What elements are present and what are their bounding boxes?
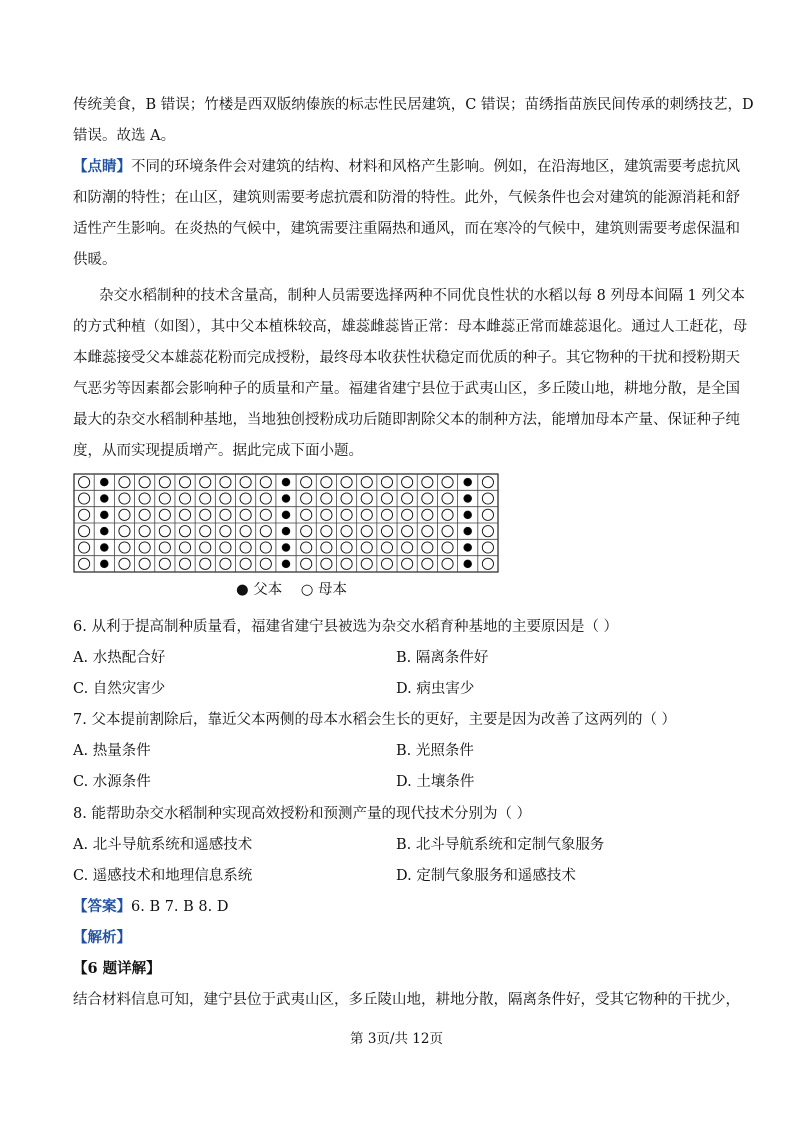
mother-plant-circle — [301, 542, 312, 553]
mother-plant-circle — [260, 493, 271, 504]
mother-plant-circle — [78, 509, 89, 520]
mother-plant-circle — [240, 542, 251, 553]
mother-plant-circle — [119, 509, 130, 520]
father-plant-dot — [282, 495, 290, 503]
mother-plant-circle — [200, 558, 211, 569]
mother-plant-circle — [482, 542, 493, 553]
mother-plant-circle — [139, 526, 150, 537]
mother-plant-circle — [200, 509, 211, 520]
paragraph-line: 传统美食，B 错误；竹楼是西双版纳傣族的标志性民居建筑，C 错误；苗绣指苗族民间传承的刺绣技艺，D — [73, 97, 754, 113]
father-dot-icon: ● — [236, 582, 249, 598]
mother-plant-circle — [200, 477, 211, 488]
mother-plant-circle — [321, 509, 332, 520]
mother-plant-circle — [220, 526, 231, 537]
mother-plant-circle — [482, 493, 493, 504]
mother-plant-circle — [422, 493, 433, 504]
mother-plant-circle — [179, 526, 190, 537]
answer-tag: 【答案】 — [73, 898, 131, 915]
mother-plant-circle — [179, 542, 190, 553]
mother-plant-circle — [260, 542, 271, 553]
mother-plant-circle — [381, 509, 392, 520]
mother-plant-circle — [139, 509, 150, 520]
father-plant-dot — [464, 478, 472, 486]
legend-father: 父本 — [253, 582, 283, 598]
mother-plant-circle — [341, 493, 352, 504]
mother-plant-circle — [341, 526, 352, 537]
father-plant-dot — [100, 495, 108, 503]
mother-plant-circle — [301, 526, 312, 537]
mother-plant-circle — [442, 493, 453, 504]
mother-plant-circle — [159, 542, 170, 553]
mother-plant-circle — [301, 477, 312, 488]
mother-plant-circle — [422, 477, 433, 488]
paragraph-line: 错误。故选 A。 — [73, 128, 176, 144]
mother-plant-circle — [240, 493, 251, 504]
option: C. 自然灾害少 — [73, 681, 166, 697]
mother-plant-circle — [442, 526, 453, 537]
mother-plant-circle — [341, 558, 352, 569]
mother-plant-circle — [321, 542, 332, 553]
analysis-tag: 【解析】 — [73, 929, 131, 946]
mother-plant-circle — [220, 493, 231, 504]
option: A. 北斗导航系统和遥感技术 — [73, 837, 253, 853]
father-plant-dot — [464, 544, 472, 552]
mother-plant-circle — [139, 542, 150, 553]
mother-plant-circle — [139, 477, 150, 488]
option: D. 土壤条件 — [396, 774, 475, 790]
mother-plant-circle — [442, 509, 453, 520]
option: B. 北斗导航系统和定制气象服务 — [396, 837, 605, 853]
option: B. 光照条件 — [396, 743, 474, 759]
material-line: 的方式种植（如图），其中父本植株较高，雄蕊雌蕊皆正常：母本雌蕊正常而雄蕊退化。通过人工赶花，母 — [73, 319, 748, 335]
mother-plant-circle — [321, 558, 332, 569]
option: C. 水源条件 — [73, 774, 151, 790]
mother-plant-circle — [220, 558, 231, 569]
father-plant-dot — [100, 511, 108, 519]
mother-plant-circle — [119, 526, 130, 537]
mother-plant-circle — [361, 558, 372, 569]
mother-plant-circle — [341, 542, 352, 553]
mother-plant-circle — [159, 526, 170, 537]
material-line: 最大的杂交水稻制种基地，当地独创授粉成功后随即割除父本的制种方法，能增加母本产量、保证种子纯 — [73, 412, 740, 428]
dianjing-line — [73, 157, 740, 177]
mother-plant-circle — [119, 493, 130, 504]
mother-plant-circle — [402, 558, 413, 569]
option: A. 热量条件 — [73, 743, 151, 759]
question-stem: 8. 能帮助杂交水稻制种实现高效授粉和预测产量的现代技术分别为（ ） — [73, 806, 532, 822]
mother-plant-circle — [159, 509, 170, 520]
option: B. 隔离条件好 — [396, 650, 489, 666]
mother-plant-circle — [442, 477, 453, 488]
answer-line — [73, 897, 229, 917]
mother-plant-circle — [139, 558, 150, 569]
mother-plant-circle — [139, 493, 150, 504]
mother-plant-circle — [361, 509, 372, 520]
dianjing-line: 和防潮的特性；在山区，建筑则需要考虑抗震和防滑的特性。此外，气候条件也会对建筑的能源消耗和舒 — [73, 190, 740, 206]
mother-plant-circle — [442, 558, 453, 569]
mother-plant-circle — [482, 509, 493, 520]
option: C. 遥感技术和地理信息系统 — [73, 868, 253, 884]
mother-plant-circle — [321, 526, 332, 537]
detail-tag: 【6 题详解】 — [73, 960, 161, 977]
mother-plant-circle — [159, 493, 170, 504]
mother-plant-circle — [402, 477, 413, 488]
mother-plant-circle — [321, 477, 332, 488]
material-line: 度，从而实现提质增产。据此完成下面小题。 — [73, 443, 363, 459]
mother-plant-circle — [482, 526, 493, 537]
mother-plant-circle — [159, 558, 170, 569]
mother-plant-circle — [341, 509, 352, 520]
father-plant-dot — [282, 544, 290, 552]
option: D. 定制气象服务和遥感技术 — [396, 868, 576, 884]
mother-plant-circle — [301, 509, 312, 520]
father-plant-dot — [464, 495, 472, 503]
mother-plant-circle — [402, 493, 413, 504]
mother-plant-circle — [260, 509, 271, 520]
mother-plant-circle — [220, 542, 231, 553]
father-plant-dot — [282, 560, 290, 568]
father-plant-dot — [100, 544, 108, 552]
dianjing-tag: 【点睛】 — [73, 158, 131, 175]
mother-plant-circle — [240, 558, 251, 569]
option: D. 病虫害少 — [396, 681, 475, 697]
material-line: 气恶劣等因素都会影响种子的质量和产量。福建省建宁县位于武夷山区，多丘陵山地，耕地分散，是全国 — [73, 381, 740, 397]
father-plant-dot — [464, 511, 472, 519]
mother-plant-circle — [200, 526, 211, 537]
mother-plant-circle — [159, 477, 170, 488]
material-line: 本雌蕊接受父本雄蕊花粉而完成授粉，最终母本收获性状稳定而优质的种子。其它物种的干扰和授粉期天 — [73, 350, 740, 366]
answer-text: 6. B 7. B 8. D — [131, 899, 229, 915]
father-plant-dot — [100, 527, 108, 535]
father-plant-dot — [282, 478, 290, 486]
mother-plant-circle — [422, 509, 433, 520]
mother-circle-icon: ○ — [300, 582, 314, 598]
mother-plant-circle — [260, 558, 271, 569]
father-plant-dot — [464, 527, 472, 535]
mother-plant-circle — [179, 558, 190, 569]
mother-plant-circle — [78, 493, 89, 504]
father-plant-dot — [282, 511, 290, 519]
figure-legend — [236, 578, 347, 599]
mother-plant-circle — [260, 526, 271, 537]
mother-plant-circle — [361, 526, 372, 537]
mother-plant-circle — [260, 477, 271, 488]
mother-plant-circle — [381, 558, 392, 569]
legend-mother: 母本 — [317, 582, 347, 598]
material-line: 杂交水稻制种的技术含量高，制种人员需要选择两种不同优良性状的水稻以每 8 列母本间隔 1 列父本 — [99, 288, 745, 304]
mother-plant-circle — [179, 493, 190, 504]
mother-plant-circle — [119, 477, 130, 488]
dianjing-line: 供暖。 — [73, 252, 117, 268]
mother-plant-circle — [402, 542, 413, 553]
mother-plant-circle — [381, 542, 392, 553]
mother-plant-circle — [179, 477, 190, 488]
question-stem: 6. 从利于提高制种质量看，福建省建宁县被选为杂交水稻育种基地的主要原因是（ ） — [73, 619, 619, 635]
mother-plant-circle — [179, 509, 190, 520]
father-plant-dot — [100, 478, 108, 486]
mother-plant-circle — [381, 493, 392, 504]
mother-plant-circle — [240, 526, 251, 537]
dianjing-line: 适性产生影响。在炎热的气候中，建筑需要注重隔热和通风，而在寒冷的气候中，建筑则需要考虑保温和 — [73, 221, 740, 237]
mother-plant-circle — [442, 542, 453, 553]
question-stem: 7. 父本提前割除后，靠近父本两侧的母本水稻会生长的更好，主要是因为改善了这两列的（ ） — [73, 712, 677, 728]
mother-plant-circle — [200, 493, 211, 504]
mother-plant-circle — [200, 542, 211, 553]
mother-plant-circle — [381, 477, 392, 488]
mother-plant-circle — [119, 558, 130, 569]
mother-plant-circle — [422, 526, 433, 537]
mother-plant-circle — [422, 542, 433, 553]
mother-plant-circle — [361, 477, 372, 488]
mother-plant-circle — [361, 493, 372, 504]
mother-plant-circle — [482, 558, 493, 569]
mother-plant-circle — [321, 493, 332, 504]
father-plant-dot — [282, 527, 290, 535]
mother-plant-circle — [422, 558, 433, 569]
father-plant-dot — [100, 560, 108, 568]
mother-plant-circle — [301, 558, 312, 569]
mother-plant-circle — [341, 477, 352, 488]
dianjing-text: 不同的环境条件会对建筑的结构、材料和风格产生影响。例如，在沿海地区，建筑需要考虑抗风 — [131, 159, 740, 175]
mother-plant-circle — [361, 542, 372, 553]
mother-plant-circle — [240, 477, 251, 488]
mother-plant-circle — [119, 542, 130, 553]
mother-plant-circle — [301, 493, 312, 504]
mother-plant-circle — [402, 526, 413, 537]
mother-plant-circle — [78, 477, 89, 488]
option: A. 水热配合好 — [73, 650, 166, 666]
mother-plant-circle — [402, 509, 413, 520]
page-footer: 第 3页/共 12页 — [350, 1031, 443, 1047]
detail-text: 结合材料信息可知，建宁县位于武夷山区，多丘陵山地，耕地分散，隔离条件好，受其它物种的干扰少， — [73, 992, 740, 1008]
mother-plant-circle — [78, 542, 89, 553]
planting-grid-figure — [73, 473, 499, 573]
father-plant-dot — [464, 560, 472, 568]
mother-plant-circle — [482, 477, 493, 488]
mother-plant-circle — [381, 526, 392, 537]
mother-plant-circle — [240, 509, 251, 520]
mother-plant-circle — [220, 477, 231, 488]
mother-plant-circle — [78, 526, 89, 537]
mother-plant-circle — [220, 509, 231, 520]
mother-plant-circle — [78, 558, 89, 569]
